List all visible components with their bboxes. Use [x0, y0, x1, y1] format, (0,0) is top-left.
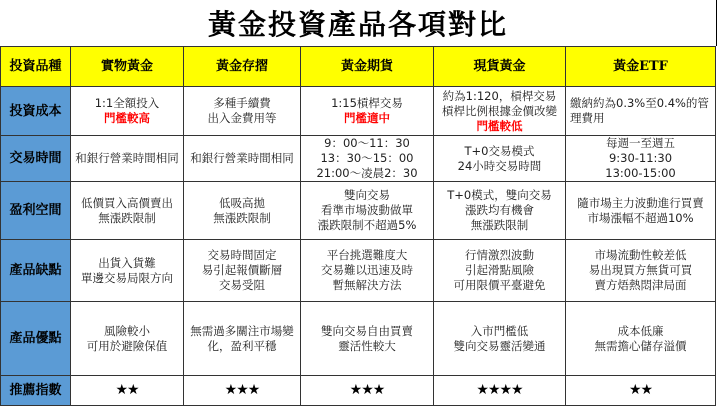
- table-cell: 入市門檻低 雙向交易靈活變通: [434, 302, 566, 376]
- table-cell: 9：00～11：30 13：30～15：00 21:00～凌晨2：30: [301, 136, 434, 182]
- star-rating: ★★★: [184, 376, 301, 406]
- table-cell: 市場流動性較差低 易出現買方無貨可買 賣方焐熱悶津局面: [566, 240, 716, 302]
- table-cell: T+0交易模式 24小時交易時間: [434, 136, 566, 182]
- table-cell: [71, 87, 184, 136]
- cell-text: 繳納約為0.3%至0.4%的管理費用: [570, 96, 709, 125]
- table-cell: 行情激烈波動 引起滑點風險 可用限價平臺避免: [434, 240, 566, 302]
- table-cell: 和銀行營業時間相同: [71, 136, 184, 182]
- threshold-highlight: 門檻較高: [104, 111, 150, 125]
- header-row: [1, 47, 716, 87]
- table-row-cost: [1, 87, 716, 136]
- table-cell: [184, 87, 301, 136]
- table-cell: 成本低廉 無需擔心儲存溢價: [566, 302, 716, 376]
- table-cell: 風險較小 可用於避險保值: [71, 302, 184, 376]
- table-cell: 隨市場主力波動進行買賣 市場漲幅不超過10%: [566, 182, 716, 240]
- table-cell: 平台挑選難度大 交易難以迅速及時 暫無解決方法: [301, 240, 434, 302]
- threshold-highlight: 門檻適中: [344, 111, 390, 125]
- row-label: 產品優點: [1, 302, 71, 376]
- row-label: 投資成本: [1, 87, 71, 136]
- table-cell: 低吸高拋 無漲跌限制: [184, 182, 301, 240]
- column-header: 黃金ETF: [566, 47, 716, 87]
- table-row-hours: [1, 136, 716, 182]
- table-cell: T+0模式，雙向交易 漲跌均有機會 無漲跌限制: [434, 182, 566, 240]
- table-cell: 雙向交易 看準市場波動做單 漲跌限制不超過5%: [301, 182, 434, 240]
- star-rating: ★★: [566, 376, 716, 406]
- column-header: 黃金存摺: [184, 47, 301, 87]
- table-cell: 每週一至週五 9:30-11:30 13:00-15:00: [566, 136, 716, 182]
- table-cell: 低價買入高價賣出 無漲跌限制: [71, 182, 184, 240]
- cell-text: 多種手續費 出入金費用等: [207, 96, 277, 125]
- table-cell: 雙向交易自由買賣 靈活性較大: [301, 302, 434, 376]
- table-row-profit: [1, 182, 716, 240]
- row-label: 推薦指數: [1, 376, 71, 406]
- column-header: 實物黃金: [71, 47, 184, 87]
- row-label: 產品缺點: [1, 240, 71, 302]
- table-cell: 出貨入貨難 單邊交易局限方向: [71, 240, 184, 302]
- header-label: 投資品種: [1, 47, 71, 87]
- table-row-rating: [1, 376, 716, 406]
- star-rating: ★★★★: [434, 376, 566, 406]
- column-header: 黃金期貨: [301, 47, 434, 87]
- column-header: 現貨黃金: [434, 47, 566, 87]
- row-label: 盈利空間: [1, 182, 71, 240]
- table-cell: 交易時間固定 易引起報價斷層 交易受阻: [184, 240, 301, 302]
- table-cell: 和銀行營業時間相同: [184, 136, 301, 182]
- threshold-highlight: 門檻較低: [476, 118, 523, 133]
- table-row-advantages: [1, 302, 716, 376]
- star-rating: ★★: [71, 376, 184, 406]
- table-cell: [566, 87, 716, 136]
- cell-text: 約為1:120，槓桿交易 槓桿比例根據金價改變: [442, 88, 557, 118]
- comparison-table: [0, 46, 716, 406]
- cell-text: 1:15槓桿交易: [331, 96, 403, 110]
- cell-text: 1:1全額投入: [94, 96, 160, 110]
- row-label: 交易時間: [1, 136, 71, 182]
- table-cell: [301, 87, 434, 136]
- table-cell: 無需過多關注市場變化，盈利平穩: [184, 302, 301, 376]
- table-row-disadvantages: [1, 240, 716, 302]
- star-rating: ★★★: [301, 376, 434, 406]
- table-cell: [434, 87, 566, 136]
- page-title: 黃金投資產品各項對比: [0, 0, 717, 46]
